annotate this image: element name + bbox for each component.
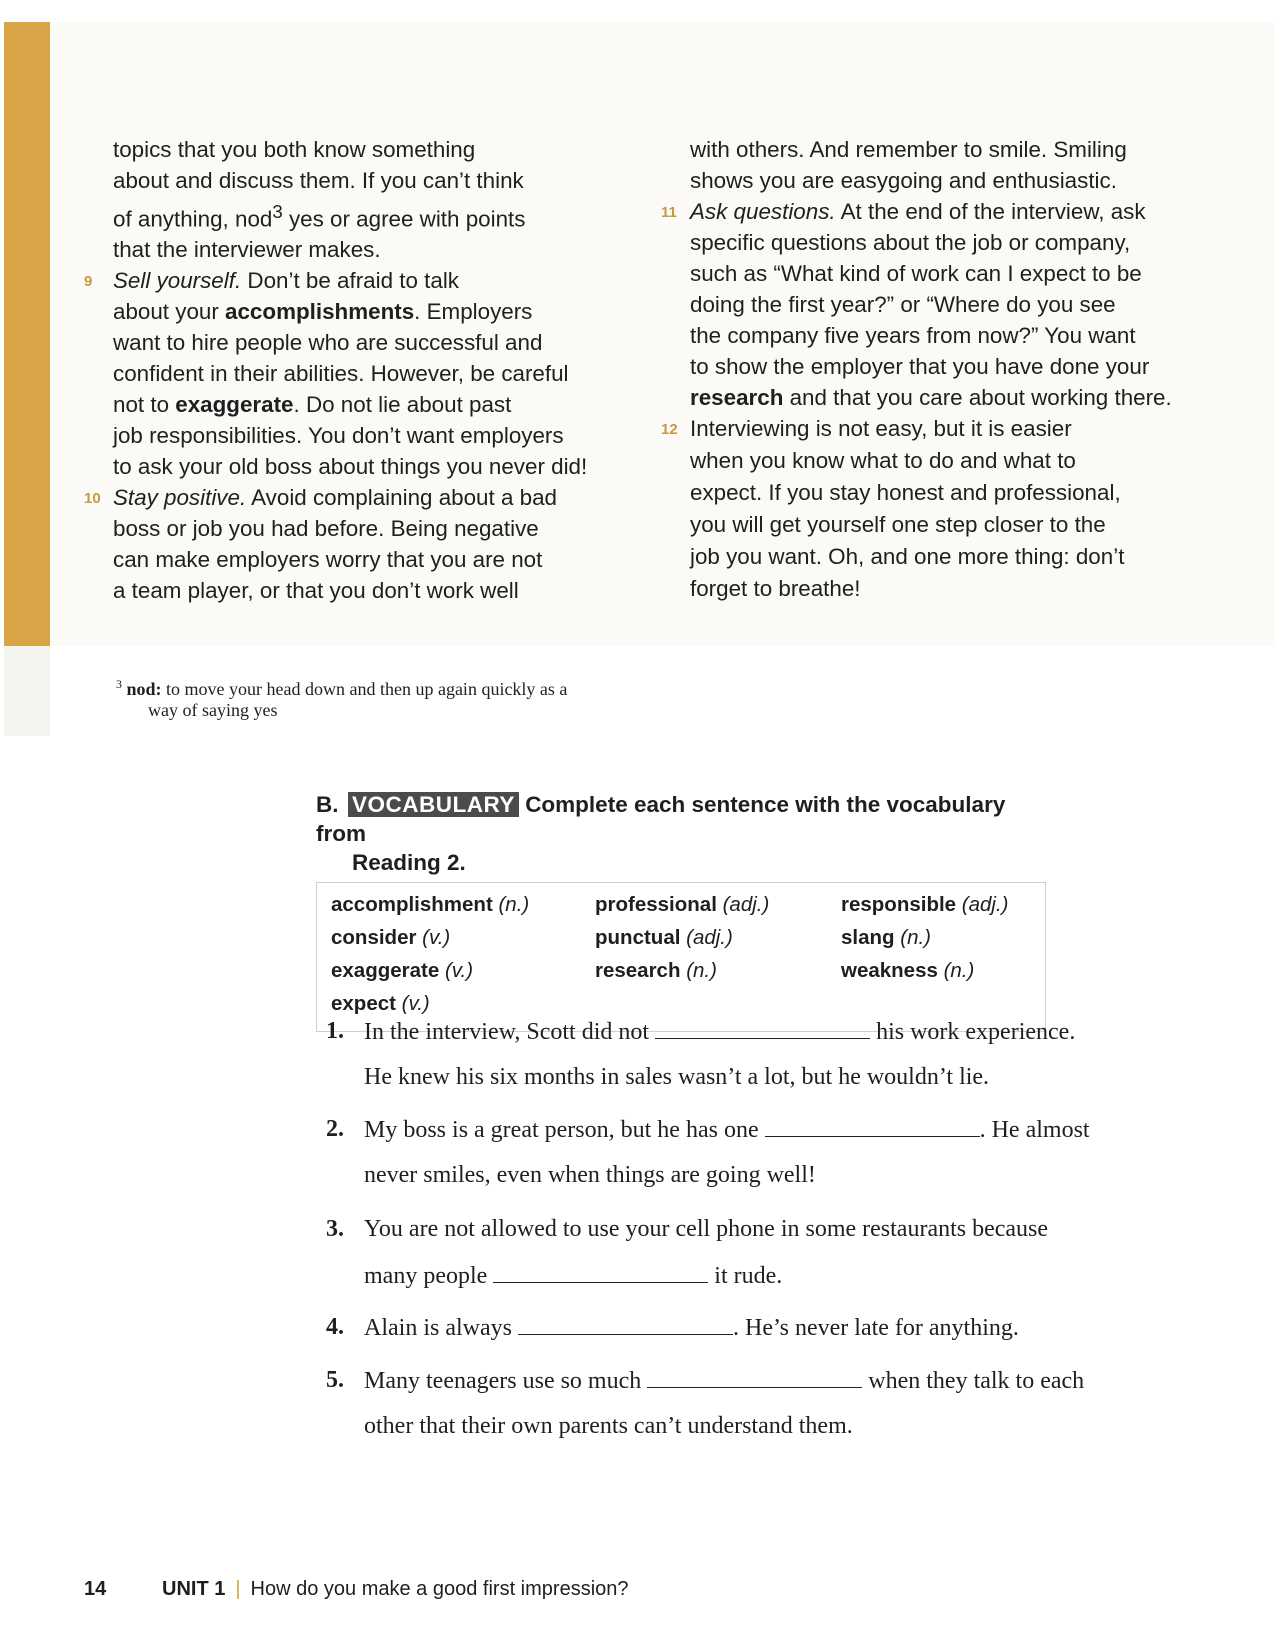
answer-blank <box>493 1262 708 1283</box>
text-line: specific questions about the job or company, <box>690 230 1131 255</box>
footnote-term: nod: <box>126 679 162 699</box>
text-line: to ask your old boss about things you never did! <box>113 454 588 480</box>
vocab-entry <box>331 992 430 1016</box>
vocab-entry <box>331 926 450 950</box>
section-instruction-cont: Reading 2. <box>352 850 466 875</box>
text-line: about and discuss them. If you can’t think <box>113 168 524 193</box>
exercise-text: Many teenagers use so much when they talk to each <box>364 1368 1085 1394</box>
reading-column-right <box>661 134 1210 605</box>
paragraph-number: 11 <box>661 204 677 221</box>
exercise-num: 1. <box>326 1018 344 1044</box>
exercise-text: other that their own parents can’t understand them. <box>364 1413 853 1439</box>
answer-blank <box>765 1116 980 1137</box>
vocab-word: expect <box>331 992 396 1015</box>
part-of-speech: (n.) <box>498 893 530 916</box>
tip-heading: Ask questions. <box>690 199 836 224</box>
text-line: 11 Ask questions. At the end of the interview, ask <box>690 196 1210 227</box>
text-line: of anything, nod$^3$ yes or agree with points <box>113 201 526 232</box>
text-line: job you want. Oh, and one more thing: don’t <box>690 544 1125 569</box>
exercise-text: He knew his six months in sales wasn’t a lot, but he wouldn’t lie. <box>364 1064 990 1090</box>
vocab-word: accomplishment <box>331 893 493 916</box>
vocabulary-tag: VOCABULARY <box>348 792 519 817</box>
text-line: with others. And remember to smile. Smiling <box>690 137 1127 162</box>
part-of-speech: (v.) <box>422 926 451 949</box>
footer-separator: | <box>235 1578 241 1600</box>
text-line: topics that you both know something <box>113 137 476 162</box>
tip-heading: Stay positive. <box>113 485 247 511</box>
side-color-bar <box>4 22 50 646</box>
exercise-num: 2. <box>326 1116 344 1142</box>
exercise-text: You are not allowed to use your cell phone in some restaurants because <box>364 1216 1049 1242</box>
footnote <box>116 674 567 721</box>
answer-blank <box>518 1314 733 1335</box>
text-line: that the interviewer makes. <box>113 237 381 263</box>
text-line: forget to breathe! <box>690 576 861 601</box>
text-line: job responsibilities. You don’t want employers <box>113 423 564 449</box>
vocab-word: exaggerate <box>175 392 294 418</box>
exercise-num: 3. <box>326 1216 344 1242</box>
exercise-text: In the interview, Scott did not his work experience. <box>364 1019 1076 1045</box>
answer-blank <box>655 1018 870 1039</box>
vocab-word: slang <box>841 926 895 949</box>
vocab-entry <box>841 893 1008 917</box>
text-line: doing the first year?” or “Where do you see <box>690 292 1116 317</box>
exercise-num: 5. <box>326 1367 344 1393</box>
footnote-line2: way of saying yes <box>148 700 278 720</box>
part-of-speech: (n.) <box>943 959 975 982</box>
paragraph-number: 10 <box>84 490 101 508</box>
vocab-word: accomplishments <box>225 299 415 325</box>
part-of-speech: (v.) <box>444 959 474 982</box>
text-line: can make employers worry that you are not <box>113 547 543 573</box>
exercise-text: many people it rude. <box>364 1263 783 1289</box>
footnote-ref: 3 <box>272 201 283 222</box>
vocab-entry <box>331 893 529 917</box>
text-line: 9 Sell yourself. Don’t be afraid to talk <box>113 265 633 296</box>
text-line: when you know what to do and what to <box>690 448 1076 473</box>
vocab-entry <box>331 959 473 983</box>
vocab-word: exaggerate <box>331 959 440 982</box>
exercise-text: Alain is always . He’s never late for anything. <box>364 1315 1019 1341</box>
vocab-word: punctual <box>595 926 681 949</box>
unit-label: UNIT 1 <box>162 1578 226 1600</box>
text-line: 10 Stay positive. Avoid complaining about a bad <box>113 482 633 513</box>
part-of-speech: (v.) <box>401 992 430 1015</box>
vocab-entry <box>841 926 931 950</box>
vocab-entry <box>595 959 717 983</box>
part-of-speech: (adj.) <box>686 926 733 949</box>
text-line: 12 Interviewing is not easy, but it is easier <box>690 413 1210 445</box>
section-heading <box>316 790 1056 877</box>
reading-column-left <box>84 134 633 606</box>
side-bar-lower <box>4 646 50 736</box>
tip-heading: Sell yourself. <box>113 268 242 294</box>
part-of-speech: (adj.) <box>961 893 1009 916</box>
page-footer <box>84 1578 629 1601</box>
vocab-entry <box>841 959 974 983</box>
text-line: confident in their abilities. However, be careful <box>113 361 569 387</box>
exercise-text: My boss is a great person, but he has one . He almost <box>364 1117 1090 1143</box>
text-line: a team player, or that you don’t work well <box>113 578 519 604</box>
vocab-word: research <box>595 959 681 982</box>
section-letter: B. <box>316 792 339 817</box>
exercise-text: never smiles, even when things are going well! <box>364 1162 816 1188</box>
part-of-speech: (adj.) <box>722 893 770 916</box>
text-line: such as “What kind of work can I expect to be <box>690 261 1142 286</box>
vocab-entry <box>595 893 769 917</box>
paragraph-number: 9 <box>84 273 93 291</box>
text-line: the company five years from now?” You want <box>690 323 1136 348</box>
part-of-speech: (n.) <box>900 926 931 949</box>
vocab-word: weakness <box>841 959 938 982</box>
paragraph-12 <box>661 413 1210 605</box>
answer-blank <box>647 1367 862 1388</box>
text-line: research and that you care about working there. <box>690 385 1172 410</box>
vocab-word: consider <box>331 926 417 949</box>
text-line: boss or job you had before. Being negative <box>113 516 539 542</box>
footnote-number: 3 <box>116 677 122 691</box>
exercise-num: 4. <box>326 1314 344 1340</box>
word-box <box>316 882 1046 1032</box>
text-line: expect. If you stay honest and professional, <box>690 480 1121 505</box>
text-line: not to exaggerate. Do not lie about past <box>113 392 512 418</box>
text-line: shows you are easygoing and enthusiastic. <box>690 168 1117 193</box>
part-of-speech: (n.) <box>686 959 717 982</box>
vocab-entry <box>595 926 733 950</box>
text-line: to show the employer that you have done your <box>690 354 1150 379</box>
vocab-word: professional <box>595 893 717 916</box>
footnote-line1: to move your head down and then up again quickly as a <box>161 679 568 699</box>
unit-question: How do you make a good first impression? <box>250 1578 629 1600</box>
text-line: want to hire people who are successful and <box>113 330 543 356</box>
page-number: 14 <box>84 1578 107 1600</box>
vocab-word: responsible <box>841 893 957 916</box>
paragraph-number: 12 <box>661 421 678 438</box>
section-instruction: Complete each sentence with the vocabulary from <box>316 792 1006 846</box>
text-line: you will get yourself one step closer to the <box>690 512 1106 537</box>
vocab-word: research <box>690 385 784 410</box>
text-line: about your accomplishments. Employers <box>113 299 533 325</box>
